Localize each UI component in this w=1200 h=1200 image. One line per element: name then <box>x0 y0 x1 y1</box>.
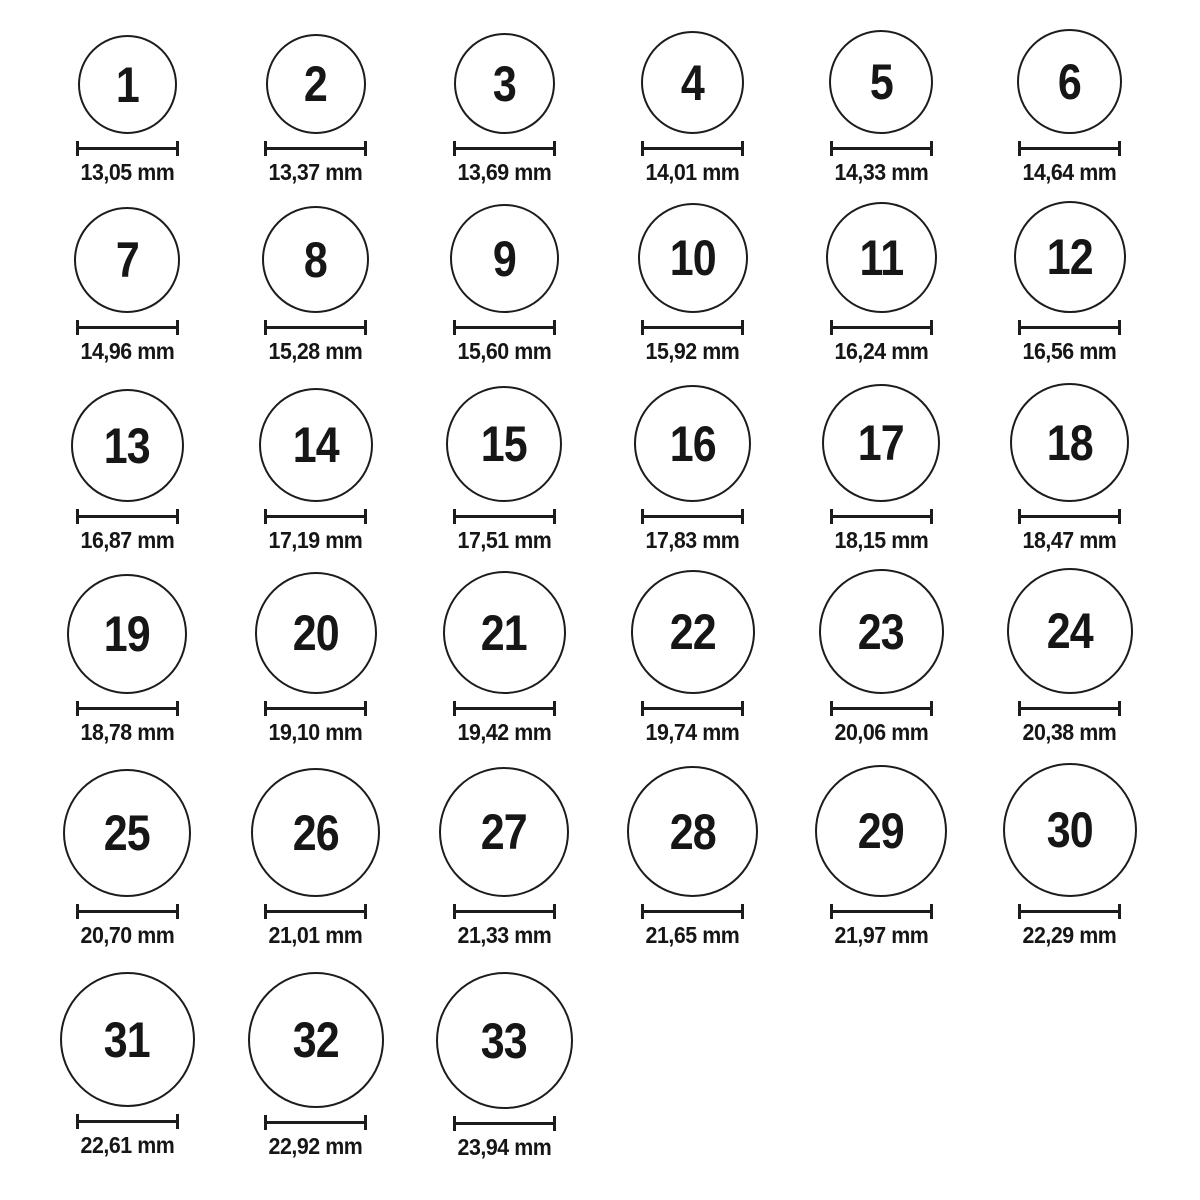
ring-size-cell <box>976 0 1165 190</box>
ring-size-number: 21 <box>481 604 528 661</box>
diameter-label: 15,28 mm <box>268 338 363 364</box>
diameter-measure-line <box>76 701 179 716</box>
diameter-measure-line <box>830 904 933 919</box>
ring-size-number: 23 <box>858 603 905 660</box>
measure-endcap-right-icon <box>176 1114 179 1129</box>
diameter-label: 19,10 mm <box>268 719 363 745</box>
ring-circle <box>822 384 940 502</box>
ring-size-cell <box>410 190 599 380</box>
diameter-measure-line <box>264 904 367 919</box>
ring-circle <box>1014 201 1126 313</box>
measure-bar <box>456 147 553 150</box>
measure-bar <box>644 707 741 710</box>
measure-endcap-right-icon <box>930 904 933 919</box>
measure-endcap-right-icon <box>553 904 556 919</box>
ring-circle <box>638 203 748 313</box>
measure-endcap-right-icon <box>176 141 179 156</box>
diameter-label: 15,60 mm <box>457 338 552 364</box>
ring-size-number: 29 <box>858 803 905 859</box>
ring-size-cell <box>599 570 788 765</box>
measure-bar <box>267 1121 364 1124</box>
ring-circle <box>815 765 947 897</box>
diameter-label: 14,33 mm <box>834 159 929 185</box>
ring-circle <box>634 385 751 502</box>
ring-circle <box>819 569 944 694</box>
diameter-label: 14,96 mm <box>80 338 175 364</box>
ring-size-number: 31 <box>104 1011 151 1068</box>
measure-bar <box>456 326 553 329</box>
measure-endcap-right-icon <box>741 701 744 716</box>
ring-size-number: 4 <box>681 54 705 111</box>
ring-size-cell <box>222 190 411 380</box>
measure-endcap-right-icon <box>553 141 556 156</box>
measure-endcap-right-icon <box>176 904 179 919</box>
ring-size-cell <box>599 190 788 380</box>
ring-size-cell <box>787 190 976 380</box>
ring-size-cell <box>33 380 222 570</box>
diameter-measure-line <box>830 320 933 335</box>
ring-size-cell <box>33 0 222 190</box>
ring-size-cell <box>976 190 1165 380</box>
measure-endcap-right-icon <box>364 1115 367 1130</box>
ring-size-number: 33 <box>481 1012 528 1069</box>
ring-size-cell <box>410 0 599 190</box>
ring-size-number: 3 <box>492 55 516 112</box>
ring-size-number: 28 <box>669 803 716 860</box>
diameter-measure-line <box>453 1116 556 1131</box>
diameter-label: 21,97 mm <box>834 922 929 948</box>
ring-size-number: 6 <box>1058 53 1082 110</box>
measure-endcap-right-icon <box>1118 320 1121 335</box>
diameter-measure-line <box>76 320 179 335</box>
ring-circle <box>829 30 933 134</box>
ring-size-row <box>0 380 1200 570</box>
diameter-measure-line <box>264 141 367 156</box>
ring-size-number: 16 <box>669 415 716 472</box>
measure-bar <box>267 707 364 710</box>
ring-circle <box>450 204 559 313</box>
diameter-label: 15,92 mm <box>645 338 740 364</box>
ring-size-number: 27 <box>481 804 528 860</box>
diameter-measure-line <box>76 141 179 156</box>
measure-endcap-right-icon <box>364 320 367 335</box>
ring-size-number: 26 <box>292 804 339 861</box>
measure-endcap-right-icon <box>930 701 933 716</box>
diameter-measure-line <box>641 141 744 156</box>
measure-endcap-right-icon <box>1118 904 1121 919</box>
diameter-label: 17,83 mm <box>645 527 740 553</box>
ring-size-cell <box>976 765 1165 960</box>
ring-circle <box>71 389 184 502</box>
diameter-label: 14,01 mm <box>645 159 740 185</box>
measure-bar <box>267 147 364 150</box>
ring-circle <box>631 570 755 694</box>
measure-bar <box>1021 515 1118 518</box>
measure-bar <box>79 326 176 329</box>
measure-endcap-right-icon <box>1118 509 1121 524</box>
diameter-label: 13,69 mm <box>457 159 552 185</box>
diameter-label: 16,56 mm <box>1022 338 1117 364</box>
measure-bar <box>644 515 741 518</box>
measure-endcap-right-icon <box>176 701 179 716</box>
measure-bar <box>1021 147 1118 150</box>
ring-size-number: 7 <box>115 232 139 288</box>
ring-size-cell <box>787 0 976 190</box>
ring-circle <box>74 207 180 313</box>
ring-size-row <box>0 0 1200 190</box>
diameter-measure-line <box>830 701 933 716</box>
ring-circle <box>78 35 177 134</box>
measure-bar <box>644 147 741 150</box>
ring-circle <box>60 972 195 1107</box>
measure-endcap-right-icon <box>930 320 933 335</box>
diameter-measure-line <box>453 904 556 919</box>
diameter-measure-line <box>76 904 179 919</box>
ring-circle <box>259 388 373 502</box>
ring-circle <box>63 769 191 897</box>
measure-endcap-right-icon <box>930 141 933 156</box>
diameter-measure-line <box>76 509 179 524</box>
ring-size-cell <box>787 380 976 570</box>
ring-size-row <box>0 570 1200 765</box>
ring-size-row <box>0 190 1200 380</box>
ring-size-number: 32 <box>292 1012 339 1068</box>
measure-endcap-right-icon <box>364 141 367 156</box>
ring-size-cell <box>410 960 599 1200</box>
diameter-measure-line <box>830 141 933 156</box>
diameter-label: 21,33 mm <box>457 922 552 948</box>
measure-bar <box>79 147 176 150</box>
diameter-label: 13,05 mm <box>80 159 175 185</box>
ring-size-cell <box>410 570 599 765</box>
diameter-label: 19,74 mm <box>645 719 740 745</box>
ring-circle <box>627 766 758 897</box>
diameter-label: 17,51 mm <box>457 527 552 553</box>
measure-bar <box>833 515 930 518</box>
ring-size-number: 20 <box>292 605 339 661</box>
diameter-label: 20,06 mm <box>834 719 929 745</box>
ring-size-number: 11 <box>859 229 904 286</box>
ring-circle <box>443 571 566 694</box>
ring-size-number: 5 <box>869 54 893 110</box>
ring-size-cell <box>222 380 411 570</box>
ring-circle <box>454 33 555 134</box>
ring-circle <box>251 768 380 897</box>
ring-size-cell <box>976 380 1165 570</box>
measure-endcap-right-icon <box>364 701 367 716</box>
measure-endcap-right-icon <box>364 904 367 919</box>
ring-size-cell <box>222 960 411 1200</box>
diameter-measure-line <box>830 509 933 524</box>
measure-endcap-right-icon <box>553 1116 556 1131</box>
measure-bar <box>79 910 176 913</box>
measure-bar <box>79 707 176 710</box>
diameter-measure-line <box>453 509 556 524</box>
measure-endcap-right-icon <box>741 141 744 156</box>
measure-bar <box>833 707 930 710</box>
diameter-measure-line <box>264 320 367 335</box>
ring-size-cell <box>976 570 1165 765</box>
diameter-label: 16,87 mm <box>80 527 175 553</box>
ring-size-number: 1 <box>115 56 139 113</box>
diameter-label: 20,70 mm <box>80 922 175 948</box>
ring-size-number: 2 <box>304 56 328 112</box>
measure-bar <box>833 326 930 329</box>
ring-size-number: 13 <box>104 417 151 474</box>
ring-size-cell <box>33 190 222 380</box>
ring-size-cell <box>787 765 976 960</box>
measure-bar <box>456 1122 553 1125</box>
ring-size-cell <box>222 765 411 960</box>
ring-circle <box>446 386 562 502</box>
diameter-label: 22,29 mm <box>1022 922 1117 948</box>
diameter-label: 18,47 mm <box>1022 527 1117 553</box>
measure-bar <box>1021 326 1118 329</box>
measure-endcap-right-icon <box>553 701 556 716</box>
measure-endcap-right-icon <box>741 509 744 524</box>
ring-size-number: 17 <box>858 415 905 471</box>
measure-bar <box>267 910 364 913</box>
measure-endcap-right-icon <box>176 320 179 335</box>
diameter-label: 19,42 mm <box>457 719 552 745</box>
measure-endcap-right-icon <box>553 509 556 524</box>
diameter-measure-line <box>264 509 367 524</box>
ring-size-number: 9 <box>492 230 516 287</box>
measure-bar <box>456 910 553 913</box>
ring-size-cell <box>787 570 976 765</box>
measure-bar <box>267 515 364 518</box>
measure-bar <box>79 1120 176 1123</box>
diameter-measure-line <box>264 701 367 716</box>
diameter-measure-line <box>1018 904 1121 919</box>
ring-size-number: 24 <box>1046 603 1093 659</box>
ring-size-cell <box>599 0 788 190</box>
diameter-measure-line <box>76 1114 179 1129</box>
diameter-measure-line <box>1018 320 1121 335</box>
diameter-label: 17,19 mm <box>268 527 363 553</box>
diameter-label: 13,37 mm <box>268 159 363 185</box>
ring-size-number: 25 <box>104 805 151 861</box>
measure-endcap-right-icon <box>176 509 179 524</box>
measure-endcap-right-icon <box>553 320 556 335</box>
ring-circle <box>641 31 744 134</box>
measure-bar <box>267 326 364 329</box>
ring-size-cell <box>599 765 788 960</box>
measure-endcap-right-icon <box>1118 141 1121 156</box>
ring-size-cell <box>222 570 411 765</box>
ring-size-number: 22 <box>669 604 716 660</box>
measure-endcap-right-icon <box>930 509 933 524</box>
measure-endcap-right-icon <box>741 904 744 919</box>
measure-bar <box>456 707 553 710</box>
measure-bar <box>79 515 176 518</box>
ring-size-row <box>0 960 1200 1200</box>
ring-circle <box>262 206 369 313</box>
ring-size-number: 30 <box>1046 802 1093 858</box>
diameter-measure-line <box>453 701 556 716</box>
diameter-label: 21,65 mm <box>645 922 740 948</box>
ring-size-cell <box>33 765 222 960</box>
diameter-measure-line <box>453 320 556 335</box>
measure-endcap-right-icon <box>364 509 367 524</box>
ring-size-number: 15 <box>481 416 528 472</box>
measure-endcap-right-icon <box>1118 701 1121 716</box>
diameter-label: 18,78 mm <box>80 719 175 745</box>
ring-circle <box>266 34 366 134</box>
diameter-label: 23,94 mm <box>457 1134 552 1160</box>
diameter-measure-line <box>1018 701 1121 716</box>
diameter-label: 22,92 mm <box>268 1133 363 1159</box>
measure-bar <box>833 147 930 150</box>
diameter-measure-line <box>641 904 744 919</box>
ring-size-number: 19 <box>104 606 151 662</box>
measure-bar <box>456 515 553 518</box>
ring-size-number: 18 <box>1046 414 1093 471</box>
measure-bar <box>833 910 930 913</box>
ring-size-row <box>0 765 1200 960</box>
ring-size-cell <box>410 765 599 960</box>
ring-circle <box>1003 763 1137 897</box>
measure-bar <box>644 910 741 913</box>
diameter-label: 14,64 mm <box>1022 159 1117 185</box>
ring-circle <box>1017 29 1122 134</box>
ring-size-cell <box>33 960 222 1200</box>
diameter-label: 22,61 mm <box>80 1132 175 1158</box>
measure-bar <box>1021 910 1118 913</box>
ring-circle <box>436 972 573 1109</box>
ring-circle <box>826 202 937 313</box>
ring-size-number: 8 <box>304 231 328 288</box>
measure-bar <box>1021 707 1118 710</box>
ring-size-cell <box>410 380 599 570</box>
ring-size-cell <box>33 570 222 765</box>
diameter-measure-line <box>1018 509 1121 524</box>
diameter-measure-line <box>641 701 744 716</box>
ring-circle <box>67 574 187 694</box>
ring-size-cell <box>599 380 788 570</box>
ring-circle <box>1010 383 1129 502</box>
diameter-label: 16,24 mm <box>834 338 929 364</box>
ring-circle <box>255 572 377 694</box>
diameter-measure-line <box>641 509 744 524</box>
ring-circle <box>1007 568 1133 694</box>
diameter-measure-line <box>453 141 556 156</box>
ring-size-number: 10 <box>669 230 716 286</box>
ring-circle <box>248 972 384 1108</box>
diameter-label: 21,01 mm <box>268 922 363 948</box>
measure-bar <box>644 326 741 329</box>
measure-endcap-right-icon <box>741 320 744 335</box>
ring-size-cell <box>222 0 411 190</box>
diameter-measure-line <box>641 320 744 335</box>
ring-circle <box>439 767 569 897</box>
diameter-label: 18,15 mm <box>834 527 929 553</box>
ring-size-number: 12 <box>1046 229 1093 285</box>
diameter-measure-line <box>264 1115 367 1130</box>
diameter-label: 20,38 mm <box>1022 719 1117 745</box>
diameter-measure-line <box>1018 141 1121 156</box>
ring-size-number: 14 <box>292 417 339 473</box>
